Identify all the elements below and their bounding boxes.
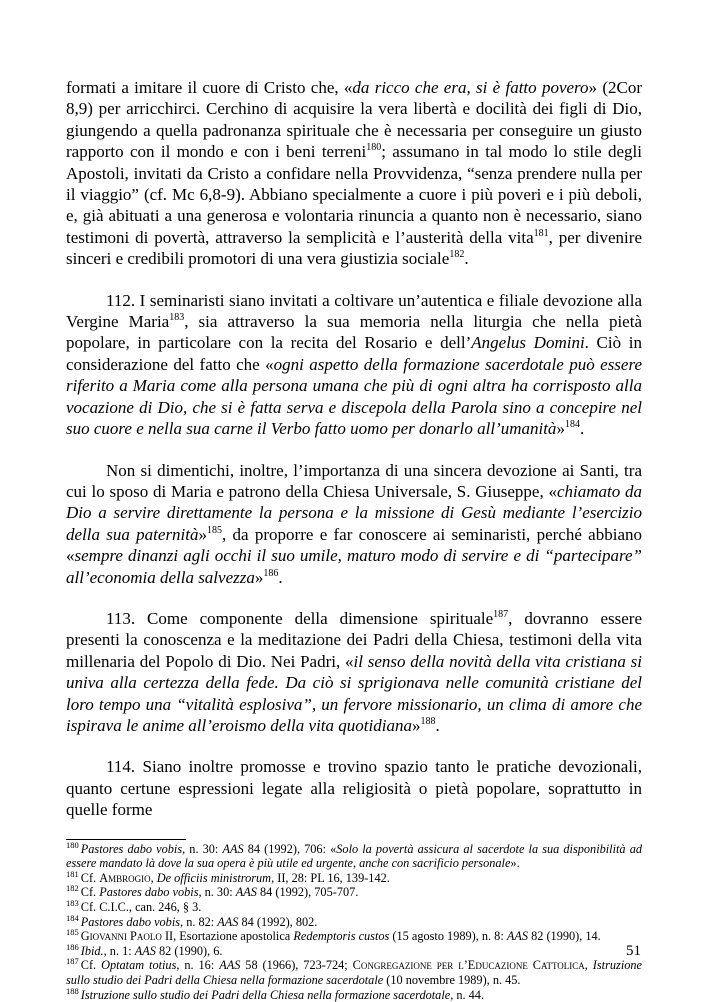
- footnote-number: 183: [66, 897, 79, 908]
- text-run: 114. Siano inoltre promosse e trovino spazio tanto le pratiche devozionali, quanto certune espressioni legate alla religiosità o pietà popolare, soprattutto in quelle forme: [66, 757, 642, 820]
- footnote-number: 180: [66, 839, 79, 850]
- italic-text: chiamato da Dio a servire direttamente la persona e la missione di Gesù mediante l’esercizio della sua paternità: [66, 481, 642, 544]
- text-run: .: [579, 419, 585, 439]
- italic-text: AAS: [222, 841, 244, 856]
- footnote-ref: 187: [493, 608, 509, 620]
- text-run: .: [278, 567, 283, 587]
- footnote-ref: 186: [263, 567, 279, 579]
- footnote: [66, 897, 642, 915]
- footnote-ref: 181: [533, 227, 549, 239]
- footnote-ref: 180: [366, 142, 382, 154]
- body-paragraph: [66, 756, 642, 820]
- footnote: [66, 941, 642, 959]
- text-run: ».: [510, 856, 520, 871]
- footnotes: [66, 839, 642, 1002]
- italic-text: il senso della novità della vita cristiana si univa alla certezza della fede. Da ciò si sprigionava nelle comunità cristiane del loro tempo una “vitalità esplosiva”, un fervore missionario, un clima di amore che ispirava le anime all’eroismo della vita quotidiana: [66, 651, 642, 735]
- text-run: , Esortazione apostolica: [173, 929, 294, 944]
- text-run: 84 (1992), 706: «: [243, 841, 337, 856]
- small-caps-text: Ambrogio: [99, 870, 151, 885]
- text-run: »: [411, 715, 421, 735]
- text-run: 82 (1990), 6.: [155, 943, 223, 958]
- text-run: formati a imitare il cuore di Cristo che, «: [66, 78, 353, 97]
- text-run: , da proporre e far conoscere ai seminaristi, perché abbiano «: [66, 524, 642, 566]
- text-run: Non si dimentichi, inoltre, l’importanza di una sincera devozione ai Santi, tra cui lo sposo di Maria e patrono della Chiesa Universale, S. Giuseppe, «: [66, 460, 642, 501]
- footnote-ref: 184: [564, 419, 580, 431]
- text-run: »: [556, 419, 565, 439]
- footnote-number: 181: [66, 868, 79, 879]
- italic-text: Istruzione sullo studio dei Padri della Chiesa nella formazione sacerdotale: [80, 987, 451, 1002]
- text-run: » (2Cor 8,9) per arricchirci. Cerchino di acquisire la vera libertà e docilità dei figli di Dio, giungendo a quella padronanza spirituale che è necessaria per conseguire un giusto rapporto con il mondo e con i beni terreni: [66, 78, 642, 162]
- text-run: ; assumano in tal modo lo stile degli Apostoli, invitati da Cristo a confidare nella Provvidenza, “senza prendere nulla per il viaggio” (cf. Mc 6,8-9). Abbiano specialmente a cuore i più poveri e i più deboli, e, già abituati a una generosa e volontaria rinuncia a quanto non è necessario, siano testimoni di povertà, attraverso la semplicità e l’austerità della vita: [66, 142, 642, 247]
- text-run: 82 (1990), 14.: [528, 929, 601, 944]
- text-run: , II, 28: PL 16, 139-142.: [271, 870, 390, 885]
- text-run: n. 30:: [185, 841, 223, 856]
- footnote-ref: 185: [207, 524, 223, 536]
- text-run: , n. 82:: [180, 914, 218, 929]
- footnote-number: 187: [66, 956, 79, 967]
- text-run: ,: [150, 870, 157, 885]
- footnote: [66, 839, 642, 871]
- text-run: , dovranno essere presenti la conoscenza e la meditazione dei Padri della Chiesa, testimoni della vita millenaria del Popolo di Dio. Nei Padri, «: [66, 608, 642, 671]
- footnote: [66, 912, 642, 930]
- italic-text: AAS: [506, 929, 528, 944]
- text-run: , n. 16:: [176, 958, 220, 973]
- text-run: . Ciò in considerazione del fatto che «: [66, 333, 642, 374]
- text-run: ,: [584, 958, 593, 973]
- footnote-ref: 182: [449, 249, 465, 261]
- italic-text: Optatam totius: [101, 958, 177, 973]
- text-run: Cf.: [80, 870, 100, 885]
- footnote-number: 188: [66, 985, 79, 996]
- footnote-ref: 183: [169, 312, 185, 324]
- text-run: Cf.: [80, 885, 100, 900]
- footnote-number: 182: [66, 883, 79, 894]
- text-run: (10 novembre 1989), n. 45.: [383, 972, 521, 987]
- italic-text: Ibid.: [80, 943, 104, 958]
- footnote-ref: 188: [420, 715, 436, 727]
- footnote: [66, 885, 642, 900]
- italic-text: AAS: [134, 943, 156, 958]
- body-paragraph: [66, 290, 642, 440]
- body-paragraph: [66, 608, 642, 736]
- text-run: .: [435, 715, 440, 735]
- text-run: »: [254, 567, 264, 587]
- italic-text: Solo la povertà assicura al sacerdote la sua disponibilità ad essere mandato là dove la sua opera è più utile ed urgente, anche con sacrificio personale: [66, 841, 642, 871]
- italic-text: Pastores dabo vobis: [80, 914, 181, 929]
- italic-text: Angelus Domini: [471, 333, 585, 353]
- body-paragraph: [66, 460, 642, 588]
- italic-text: AAS: [235, 885, 257, 900]
- italic-text: sempre dinanzi agli occhi il suo umile, maturo modo di servire e di “partecipare” all’economia della salvezza: [66, 546, 642, 587]
- text-run: 112. I seminaristi siano invitati a coltivare un’autentica e filiale devozione alla Vergine Maria: [66, 290, 642, 332]
- text-run: 58 (1966), 723-724;: [240, 958, 353, 973]
- text-run: , n. 44.: [450, 987, 485, 1002]
- text-run: n. 30:: [201, 885, 236, 900]
- text-run: , per divenire sinceri e credibili promotori di una vera giustizia sociale: [66, 227, 642, 269]
- footnote: [66, 868, 642, 886]
- footnote-separator: [66, 839, 186, 840]
- footnote-number: 185: [66, 927, 79, 938]
- text-run: (15 agosto 1989), n. 8:: [389, 929, 507, 944]
- footnote: [66, 958, 642, 987]
- italic-text: ogni aspetto della formazione sacerdotale può essere riferito a Maria come alla persona umana che più di ogni altra ha corrisposto alla vocazione di Dio, che si è fatta serva e discepola della Parola sino a concepire nel suo cuore e nella sua carne il Verbo fatto uomo per donarlo all’umanità: [66, 354, 643, 439]
- text-run: , n. 1:: [103, 943, 135, 958]
- italic-text: AAS: [219, 958, 241, 973]
- text-run: 113. Come componente della dimensione spirituale: [106, 608, 494, 628]
- footnote-number: 184: [66, 912, 79, 923]
- text-run: »: [198, 524, 208, 544]
- italic-text: Istruzione sullo studio dei Padri della Chiesa nella formazione sacerdotale: [66, 958, 642, 987]
- page-number: 51: [626, 943, 641, 959]
- italic-text: da ricco che era, si è fatto povero: [352, 78, 589, 97]
- document-page: [66, 77, 642, 1002]
- footnote: [66, 929, 642, 944]
- footnote-number: 186: [66, 941, 79, 952]
- italic-text: Pastores dabo vobis,: [99, 885, 202, 900]
- text-run: 84 (1992), 802.: [238, 914, 318, 929]
- italic-text: AAS: [217, 914, 239, 929]
- text-run: Cf. C.I.C., can. 246, § 3.: [80, 899, 202, 914]
- body-paragraph: [66, 77, 642, 270]
- italic-text: Pastores dabo vobis,: [80, 841, 186, 856]
- small-caps-text: Giovanni Paolo II: [80, 929, 174, 944]
- text-run: , sia attraverso la sua memoria nella liturgia che nella pietà popolare, in particolare con la recita del Rosario e dell’: [66, 312, 643, 353]
- text-run: Cf.: [80, 958, 102, 973]
- text-run: 84 (1992), 705-707.: [256, 885, 359, 900]
- small-caps-text: Congregazione per l’Educazione Cattolica: [352, 958, 585, 973]
- italic-text: Redemptoris custos: [293, 929, 390, 944]
- text-run: .: [464, 249, 469, 269]
- italic-text: De officiis ministrorum: [156, 870, 272, 885]
